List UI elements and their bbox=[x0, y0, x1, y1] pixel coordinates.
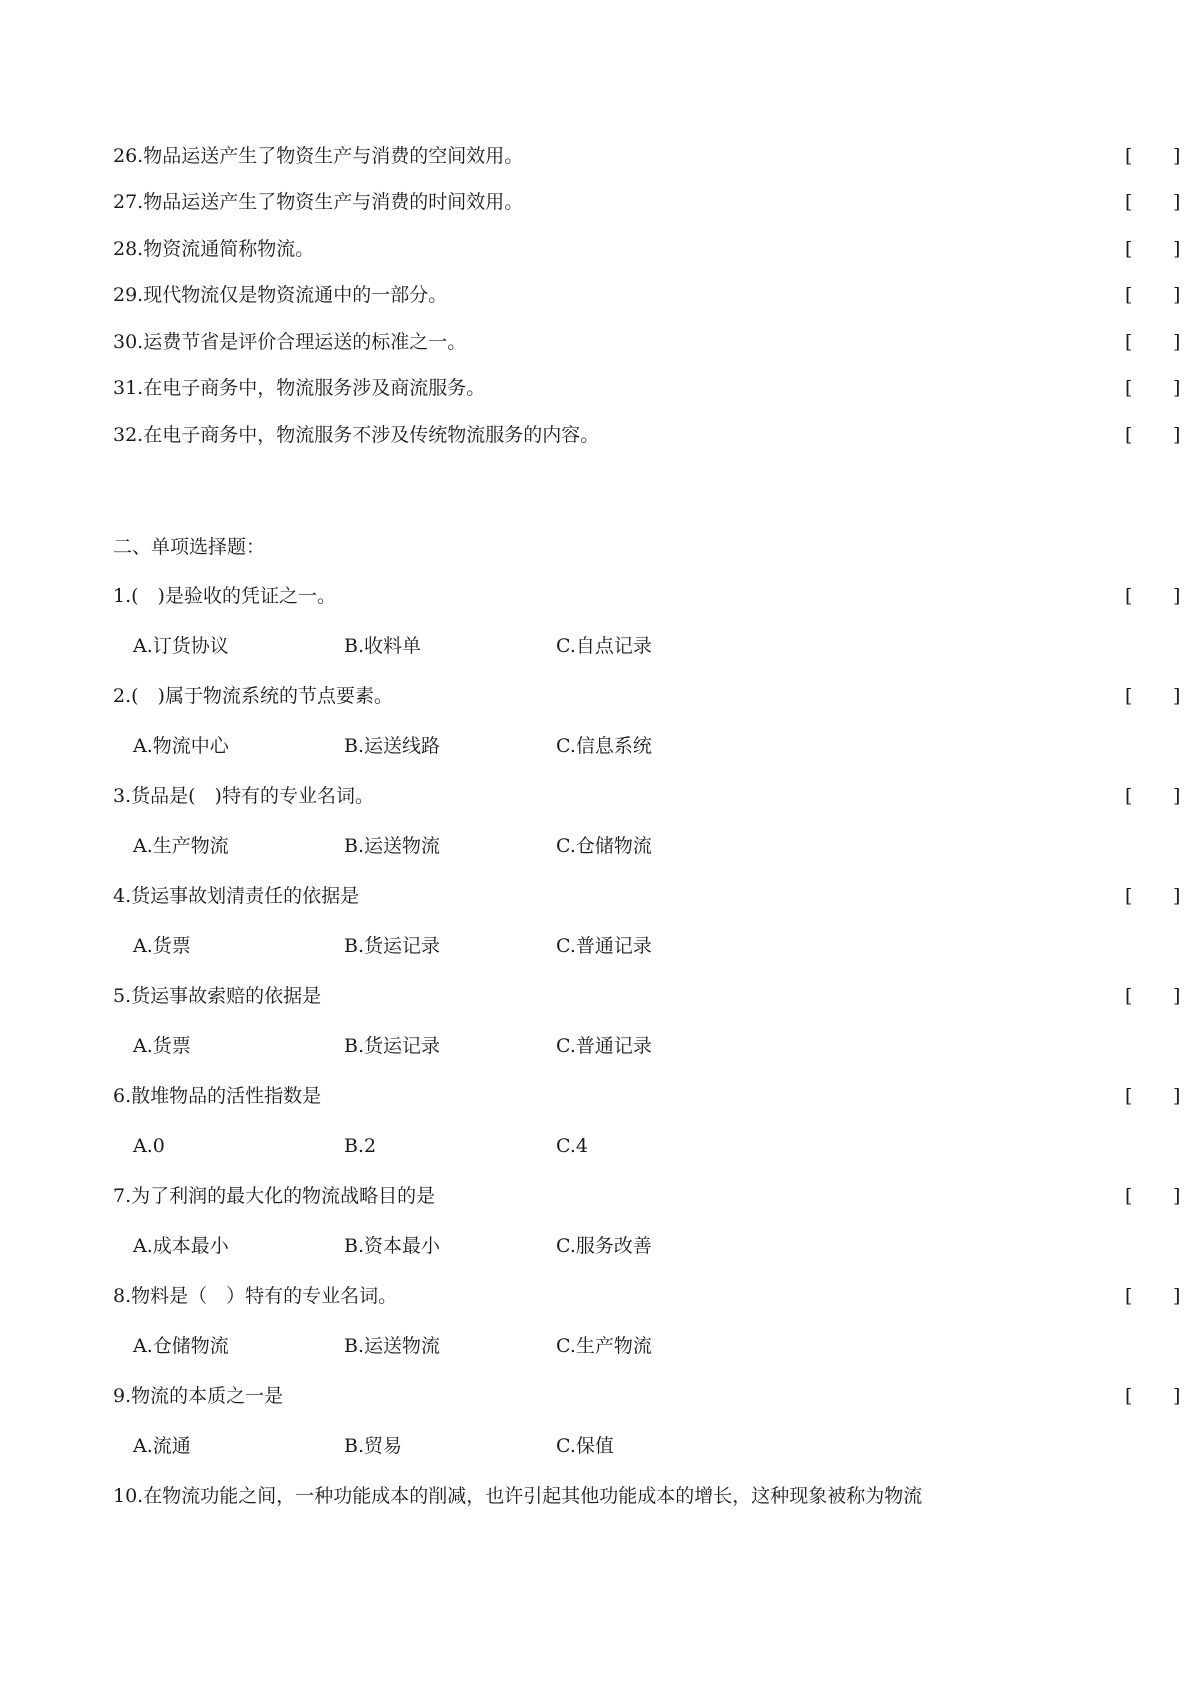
option-a[interactable]: A.货票 bbox=[133, 1035, 191, 1057]
option-c[interactable]: C.保值 bbox=[556, 1435, 614, 1457]
option-b[interactable]: B.货运记录 bbox=[344, 935, 441, 957]
tf-item-text: 26.物品运送产生了物资生产与消费的空间效用。 bbox=[113, 145, 524, 167]
tf-item-32: 32.在电子商务中，物流服务不涉及传统物流服务的内容。 [ ] bbox=[113, 420, 1073, 450]
question-6: 6.散堆物品的活性指数是 [ ] bbox=[113, 1081, 1073, 1111]
question-8: 8.物料是（ ）特有的专业名词。 [ ] bbox=[113, 1281, 1073, 1311]
option-a[interactable]: A.流通 bbox=[133, 1435, 191, 1457]
question-text: 8.物料是（ ）特有的专业名词。 bbox=[113, 1285, 398, 1307]
question-1: 1.( )是验收的凭证之一。 [ ] bbox=[113, 581, 1073, 611]
option-a[interactable]: A.货票 bbox=[133, 935, 191, 957]
option-c[interactable]: C.生产物流 bbox=[556, 1335, 652, 1357]
option-b[interactable]: B.资本最小 bbox=[344, 1235, 441, 1257]
question-text: 4.货运事故划清责任的依据是 bbox=[113, 885, 360, 907]
option-a[interactable]: A.仓储物流 bbox=[133, 1335, 229, 1357]
option-a[interactable]: A.订货协议 bbox=[133, 635, 229, 657]
tf-item-text: 32.在电子商务中，物流服务不涉及传统物流服务的内容。 bbox=[113, 424, 600, 446]
tf-item-26: 26.物品运送产生了物资生产与消费的空间效用。 [ ] bbox=[113, 141, 1073, 171]
section-title: 二、单项选择题： bbox=[113, 536, 266, 558]
option-b[interactable]: B.贸易 bbox=[344, 1435, 403, 1457]
option-c[interactable]: C.信息系统 bbox=[556, 735, 652, 757]
question-10 bbox=[113, 1481, 1073, 1511]
question-text: 9.物流的本质之一是 bbox=[113, 1385, 284, 1407]
question-5: 5.货运事故索赔的依据是 [ ] bbox=[113, 981, 1073, 1011]
question-2: 2.( )属于物流系统的节点要素。 [ ] bbox=[113, 681, 1073, 711]
option-a[interactable]: A.生产物流 bbox=[133, 835, 229, 857]
question-text: 6.散堆物品的活性指数是 bbox=[113, 1085, 322, 1107]
option-b[interactable]: B.货运记录 bbox=[344, 1035, 441, 1057]
option-c[interactable]: C.普通记录 bbox=[556, 1035, 652, 1057]
option-a[interactable]: A.成本最小 bbox=[133, 1235, 229, 1257]
question-text: 1.( )是验收的凭证之一。 bbox=[113, 585, 336, 607]
tf-item-28: 28.物资流通简称物流。 [ ] bbox=[113, 234, 1073, 264]
option-b[interactable]: B.运送物流 bbox=[344, 1335, 441, 1357]
question-text: 10.在物流功能之间，一种功能成本的削减，也许引起其他功能成本的增长，这种现象被称为物流 bbox=[113, 1485, 923, 1507]
tf-item-text: 29.现代物流仅是物资流通中的一部分。 bbox=[113, 284, 448, 306]
question-text: 3.货品是( )特有的专业名词。 bbox=[113, 785, 374, 807]
question-text: 5.货运事故索赔的依据是 bbox=[113, 985, 322, 1007]
question-9: 9.物流的本质之一是 [ ] bbox=[113, 1381, 1073, 1411]
option-b[interactable]: B.运送线路 bbox=[344, 735, 441, 757]
question-text: 7.为了利润的最大化的物流战略目的是 bbox=[113, 1185, 436, 1207]
tf-item-27: 27.物品运送产生了物资生产与消费的时间效用。 [ ] bbox=[113, 187, 1073, 217]
tf-item-text: 27.物品运送产生了物资生产与消费的时间效用。 bbox=[113, 191, 524, 213]
option-a[interactable]: A.0 bbox=[133, 1135, 165, 1157]
question-text: 2.( )属于物流系统的节点要素。 bbox=[113, 685, 393, 707]
question-3: 3.货品是( )特有的专业名词。 [ ] bbox=[113, 781, 1073, 811]
option-c[interactable]: C.4 bbox=[556, 1135, 588, 1157]
tf-item-text: 28.物资流通简称物流。 bbox=[113, 238, 315, 260]
tf-item-text: 31.在电子商务中，物流服务涉及商流服务。 bbox=[113, 377, 486, 399]
option-b[interactable]: B.收料单 bbox=[344, 635, 422, 657]
option-a[interactable]: A.物流中心 bbox=[133, 735, 229, 757]
option-c[interactable]: C.普通记录 bbox=[556, 935, 652, 957]
option-b[interactable]: B.运送物流 bbox=[344, 835, 441, 857]
option-b[interactable]: B.2 bbox=[344, 1135, 377, 1157]
tf-item-31: 31.在电子商务中，物流服务涉及商流服务。 [ ] bbox=[113, 373, 1073, 403]
option-c[interactable]: C.仓储物流 bbox=[556, 835, 652, 857]
option-c[interactable]: C.自点记录 bbox=[556, 635, 652, 657]
question-7: 7.为了利润的最大化的物流战略目的是 [ ] bbox=[113, 1181, 1073, 1211]
tf-item-29: 29.现代物流仅是物资流通中的一部分。 [ ] bbox=[113, 280, 1073, 310]
tf-item-30: 30.运费节省是评价合理运送的标准之一。 [ ] bbox=[113, 327, 1073, 357]
option-c[interactable]: C.服务改善 bbox=[556, 1235, 652, 1257]
question-4: 4.货运事故划清责任的依据是 [ ] bbox=[113, 881, 1073, 911]
tf-item-text: 30.运费节省是评价合理运送的标准之一。 bbox=[113, 331, 467, 353]
